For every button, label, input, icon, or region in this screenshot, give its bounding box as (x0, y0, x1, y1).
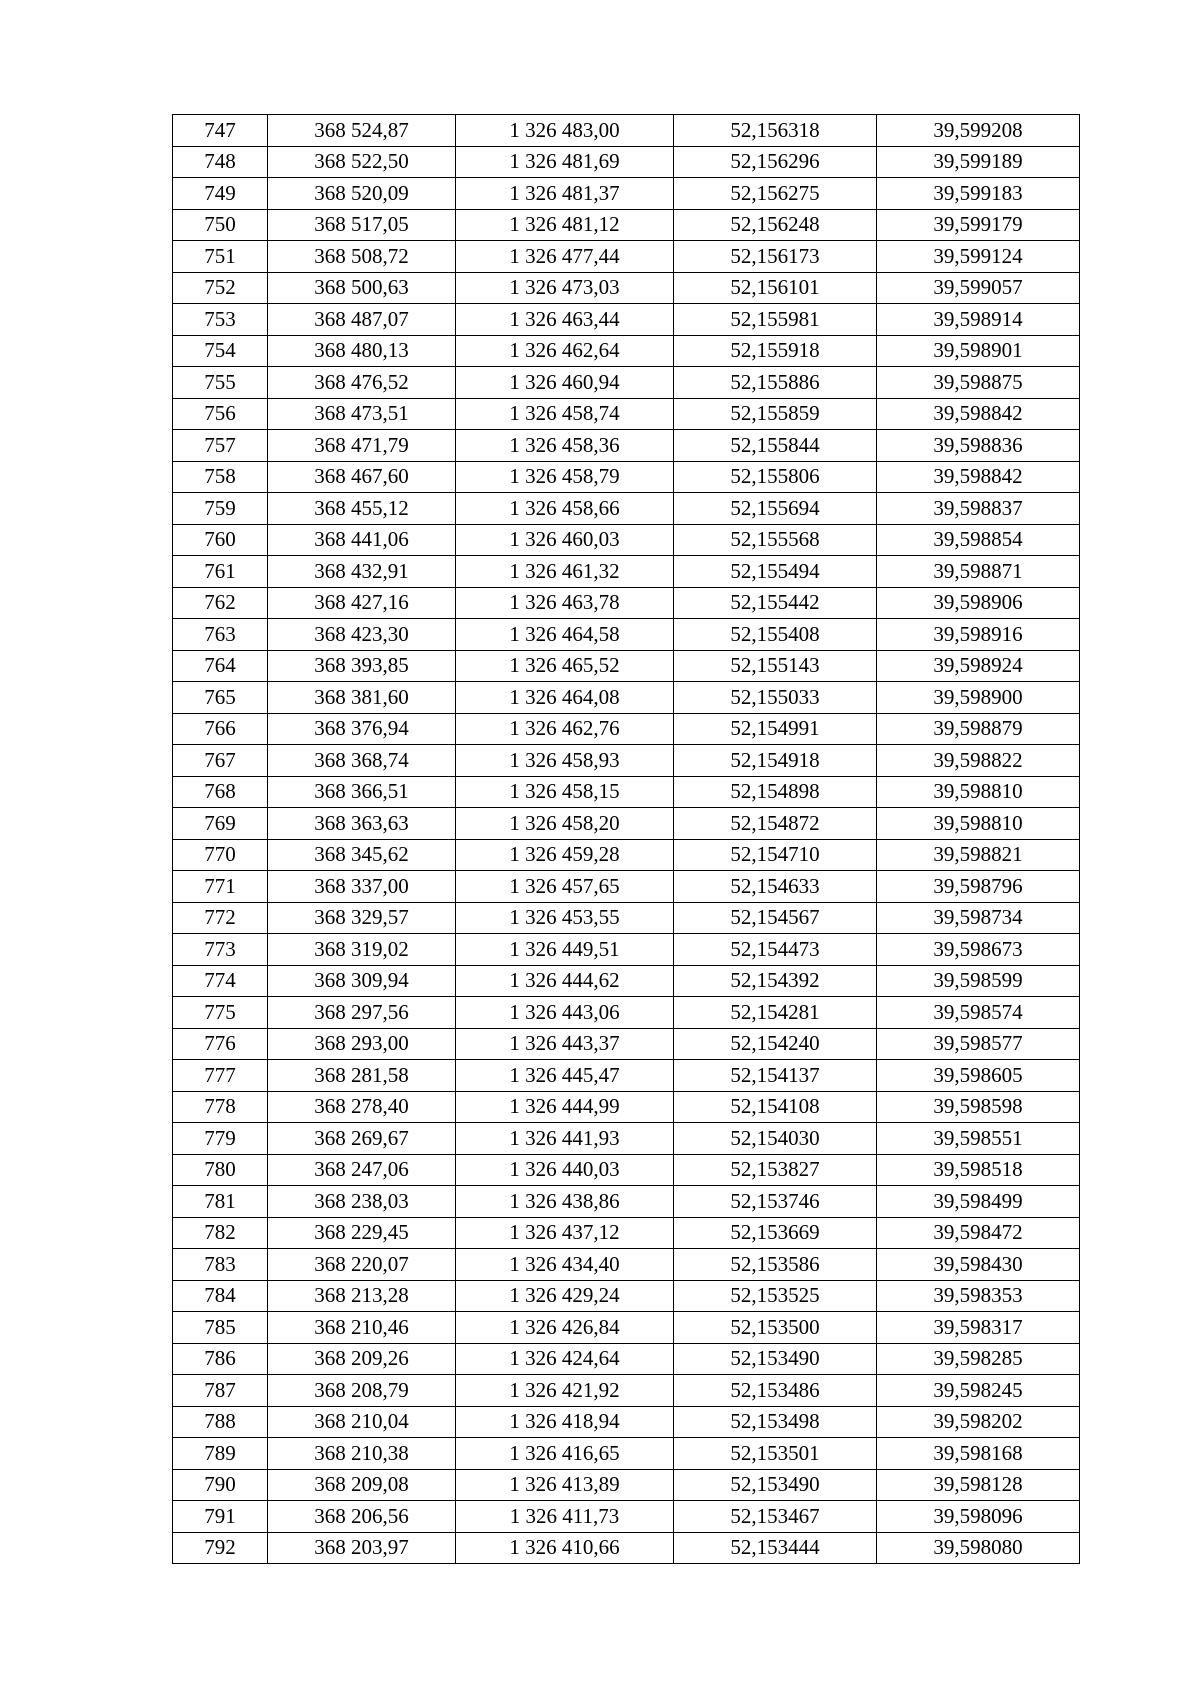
x-coordinate-cell: 368 210,04 (268, 1406, 456, 1438)
latitude-cell: 52,154918 (674, 745, 877, 777)
longitude-cell: 39,598317 (877, 1312, 1080, 1344)
latitude-cell: 52,153746 (674, 1186, 877, 1218)
latitude-cell: 52,154872 (674, 808, 877, 840)
longitude-cell: 39,598430 (877, 1249, 1080, 1281)
x-coordinate-cell: 368 209,08 (268, 1469, 456, 1501)
latitude-cell: 52,153498 (674, 1406, 877, 1438)
table-row (173, 1343, 1080, 1375)
longitude-cell: 39,598836 (877, 430, 1080, 462)
longitude-cell: 39,598285 (877, 1343, 1080, 1375)
point-number-cell: 778 (173, 1091, 268, 1123)
x-coordinate-cell: 368 208,79 (268, 1375, 456, 1407)
point-number-cell: 791 (173, 1501, 268, 1533)
y-coordinate-cell: 1 326 461,32 (456, 556, 674, 588)
x-coordinate-cell: 368 524,87 (268, 115, 456, 147)
table-row (173, 272, 1080, 304)
longitude-cell: 39,598842 (877, 461, 1080, 493)
latitude-cell: 52,155143 (674, 650, 877, 682)
table-row (173, 713, 1080, 745)
point-number-cell: 764 (173, 650, 268, 682)
longitude-cell: 39,598605 (877, 1060, 1080, 1092)
table-row (173, 1060, 1080, 1092)
longitude-cell: 39,599183 (877, 178, 1080, 210)
x-coordinate-cell: 368 520,09 (268, 178, 456, 210)
longitude-cell: 39,598924 (877, 650, 1080, 682)
table-row (173, 524, 1080, 556)
table-row (173, 461, 1080, 493)
latitude-cell: 52,153490 (674, 1469, 877, 1501)
longitude-cell: 39,598842 (877, 398, 1080, 430)
longitude-cell: 39,598574 (877, 997, 1080, 1029)
latitude-cell: 52,154710 (674, 839, 877, 871)
x-coordinate-cell: 368 247,06 (268, 1154, 456, 1186)
x-coordinate-cell: 368 220,07 (268, 1249, 456, 1281)
longitude-cell: 39,598353 (877, 1280, 1080, 1312)
latitude-cell: 52,154392 (674, 965, 877, 997)
x-coordinate-cell: 368 210,46 (268, 1312, 456, 1344)
longitude-cell: 39,598810 (877, 776, 1080, 808)
x-coordinate-cell: 368 238,03 (268, 1186, 456, 1218)
y-coordinate-cell: 1 326 464,08 (456, 682, 674, 714)
point-number-cell: 754 (173, 335, 268, 367)
latitude-cell: 52,156296 (674, 146, 877, 178)
table-row (173, 587, 1080, 619)
latitude-cell: 52,155442 (674, 587, 877, 619)
point-number-cell: 777 (173, 1060, 268, 1092)
x-coordinate-cell: 368 209,26 (268, 1343, 456, 1375)
point-number-cell: 772 (173, 902, 268, 934)
y-coordinate-cell: 1 326 458,36 (456, 430, 674, 462)
latitude-cell: 52,155568 (674, 524, 877, 556)
table-row (173, 493, 1080, 525)
table-row (173, 1469, 1080, 1501)
y-coordinate-cell: 1 326 473,03 (456, 272, 674, 304)
y-coordinate-cell: 1 326 465,52 (456, 650, 674, 682)
longitude-cell: 39,598168 (877, 1438, 1080, 1470)
table-row (173, 115, 1080, 147)
longitude-cell: 39,598875 (877, 367, 1080, 399)
point-number-cell: 792 (173, 1532, 268, 1564)
y-coordinate-cell: 1 326 426,84 (456, 1312, 674, 1344)
point-number-cell: 751 (173, 241, 268, 273)
longitude-cell: 39,598551 (877, 1123, 1080, 1155)
point-number-cell: 753 (173, 304, 268, 336)
point-number-cell: 766 (173, 713, 268, 745)
y-coordinate-cell: 1 326 453,55 (456, 902, 674, 934)
longitude-cell: 39,598900 (877, 682, 1080, 714)
table-row (173, 1217, 1080, 1249)
x-coordinate-cell: 368 368,74 (268, 745, 456, 777)
longitude-cell: 39,598080 (877, 1532, 1080, 1564)
point-number-cell: 752 (173, 272, 268, 304)
latitude-cell: 52,153467 (674, 1501, 877, 1533)
x-coordinate-cell: 368 281,58 (268, 1060, 456, 1092)
x-coordinate-cell: 368 309,94 (268, 965, 456, 997)
y-coordinate-cell: 1 326 437,12 (456, 1217, 674, 1249)
point-number-cell: 760 (173, 524, 268, 556)
x-coordinate-cell: 368 363,63 (268, 808, 456, 840)
y-coordinate-cell: 1 326 460,94 (456, 367, 674, 399)
latitude-cell: 52,154473 (674, 934, 877, 966)
longitude-cell: 39,598577 (877, 1028, 1080, 1060)
x-coordinate-cell: 368 297,56 (268, 997, 456, 1029)
table-row (173, 1280, 1080, 1312)
table-row (173, 745, 1080, 777)
table-row (173, 1375, 1080, 1407)
longitude-cell: 39,598901 (877, 335, 1080, 367)
coordinates-table-body (173, 115, 1080, 1564)
latitude-cell: 52,156248 (674, 209, 877, 241)
y-coordinate-cell: 1 326 421,92 (456, 1375, 674, 1407)
point-number-cell: 747 (173, 115, 268, 147)
latitude-cell: 52,153444 (674, 1532, 877, 1564)
point-number-cell: 756 (173, 398, 268, 430)
x-coordinate-cell: 368 278,40 (268, 1091, 456, 1123)
table-row (173, 619, 1080, 651)
longitude-cell: 39,598906 (877, 587, 1080, 619)
latitude-cell: 52,156275 (674, 178, 877, 210)
y-coordinate-cell: 1 326 460,03 (456, 524, 674, 556)
y-coordinate-cell: 1 326 411,73 (456, 1501, 674, 1533)
point-number-cell: 774 (173, 965, 268, 997)
table-row (173, 241, 1080, 273)
table-row (173, 556, 1080, 588)
longitude-cell: 39,598096 (877, 1501, 1080, 1533)
longitude-cell: 39,598734 (877, 902, 1080, 934)
table-row (173, 934, 1080, 966)
point-number-cell: 788 (173, 1406, 268, 1438)
y-coordinate-cell: 1 326 481,69 (456, 146, 674, 178)
y-coordinate-cell: 1 326 440,03 (456, 1154, 674, 1186)
x-coordinate-cell: 368 213,28 (268, 1280, 456, 1312)
y-coordinate-cell: 1 326 481,37 (456, 178, 674, 210)
x-coordinate-cell: 368 471,79 (268, 430, 456, 462)
latitude-cell: 52,153501 (674, 1438, 877, 1470)
latitude-cell: 52,155844 (674, 430, 877, 462)
point-number-cell: 748 (173, 146, 268, 178)
x-coordinate-cell: 368 441,06 (268, 524, 456, 556)
x-coordinate-cell: 368 210,38 (268, 1438, 456, 1470)
y-coordinate-cell: 1 326 458,79 (456, 461, 674, 493)
table-row (173, 997, 1080, 1029)
point-number-cell: 773 (173, 934, 268, 966)
x-coordinate-cell: 368 455,12 (268, 493, 456, 525)
table-row (173, 650, 1080, 682)
y-coordinate-cell: 1 326 413,89 (456, 1469, 674, 1501)
table-row (173, 1249, 1080, 1281)
table-row (173, 1438, 1080, 1470)
x-coordinate-cell: 368 500,63 (268, 272, 456, 304)
longitude-cell: 39,598518 (877, 1154, 1080, 1186)
latitude-cell: 52,156318 (674, 115, 877, 147)
y-coordinate-cell: 1 326 443,37 (456, 1028, 674, 1060)
y-coordinate-cell: 1 326 458,15 (456, 776, 674, 808)
x-coordinate-cell: 368 487,07 (268, 304, 456, 336)
latitude-cell: 52,153525 (674, 1280, 877, 1312)
x-coordinate-cell: 368 480,13 (268, 335, 456, 367)
table-row (173, 871, 1080, 903)
table-row (173, 902, 1080, 934)
x-coordinate-cell: 368 269,67 (268, 1123, 456, 1155)
table-row (173, 146, 1080, 178)
point-number-cell: 771 (173, 871, 268, 903)
point-number-cell: 789 (173, 1438, 268, 1470)
latitude-cell: 52,155033 (674, 682, 877, 714)
latitude-cell: 52,154281 (674, 997, 877, 1029)
table-row (173, 1123, 1080, 1155)
latitude-cell: 52,154898 (674, 776, 877, 808)
x-coordinate-cell: 368 467,60 (268, 461, 456, 493)
longitude-cell: 39,598854 (877, 524, 1080, 556)
x-coordinate-cell: 368 366,51 (268, 776, 456, 808)
latitude-cell: 52,154030 (674, 1123, 877, 1155)
longitude-cell: 39,598472 (877, 1217, 1080, 1249)
latitude-cell: 52,154137 (674, 1060, 877, 1092)
y-coordinate-cell: 1 326 462,76 (456, 713, 674, 745)
latitude-cell: 52,154108 (674, 1091, 877, 1123)
latitude-cell: 52,153586 (674, 1249, 877, 1281)
y-coordinate-cell: 1 326 459,28 (456, 839, 674, 871)
longitude-cell: 39,599179 (877, 209, 1080, 241)
latitude-cell: 52,154240 (674, 1028, 877, 1060)
table-row (173, 1501, 1080, 1533)
table-row (173, 1406, 1080, 1438)
y-coordinate-cell: 1 326 410,66 (456, 1532, 674, 1564)
x-coordinate-cell: 368 427,16 (268, 587, 456, 619)
x-coordinate-cell: 368 517,05 (268, 209, 456, 241)
point-number-cell: 769 (173, 808, 268, 840)
table-row (173, 209, 1080, 241)
longitude-cell: 39,598916 (877, 619, 1080, 651)
y-coordinate-cell: 1 326 463,44 (456, 304, 674, 336)
x-coordinate-cell: 368 476,52 (268, 367, 456, 399)
table-row (173, 682, 1080, 714)
table-row (173, 430, 1080, 462)
latitude-cell: 52,155918 (674, 335, 877, 367)
x-coordinate-cell: 368 337,00 (268, 871, 456, 903)
longitude-cell: 39,599189 (877, 146, 1080, 178)
longitude-cell: 39,598202 (877, 1406, 1080, 1438)
x-coordinate-cell: 368 319,02 (268, 934, 456, 966)
y-coordinate-cell: 1 326 464,58 (456, 619, 674, 651)
y-coordinate-cell: 1 326 477,44 (456, 241, 674, 273)
latitude-cell: 52,155806 (674, 461, 877, 493)
table-row (173, 178, 1080, 210)
table-row (173, 367, 1080, 399)
x-coordinate-cell: 368 345,62 (268, 839, 456, 871)
latitude-cell: 52,153486 (674, 1375, 877, 1407)
point-number-cell: 749 (173, 178, 268, 210)
y-coordinate-cell: 1 326 416,65 (456, 1438, 674, 1470)
x-coordinate-cell: 368 229,45 (268, 1217, 456, 1249)
y-coordinate-cell: 1 326 458,74 (456, 398, 674, 430)
y-coordinate-cell: 1 326 438,86 (456, 1186, 674, 1218)
x-coordinate-cell: 368 293,00 (268, 1028, 456, 1060)
longitude-cell: 39,598128 (877, 1469, 1080, 1501)
longitude-cell: 39,598914 (877, 304, 1080, 336)
longitude-cell: 39,598796 (877, 871, 1080, 903)
y-coordinate-cell: 1 326 483,00 (456, 115, 674, 147)
longitude-cell: 39,598810 (877, 808, 1080, 840)
y-coordinate-cell: 1 326 481,12 (456, 209, 674, 241)
point-number-cell: 765 (173, 682, 268, 714)
point-number-cell: 767 (173, 745, 268, 777)
latitude-cell: 52,155981 (674, 304, 877, 336)
table-row (173, 1532, 1080, 1564)
longitude-cell: 39,599124 (877, 241, 1080, 273)
longitude-cell: 39,598879 (877, 713, 1080, 745)
x-coordinate-cell: 368 203,97 (268, 1532, 456, 1564)
table-row (173, 1154, 1080, 1186)
point-number-cell: 759 (173, 493, 268, 525)
point-number-cell: 755 (173, 367, 268, 399)
x-coordinate-cell: 368 522,50 (268, 146, 456, 178)
x-coordinate-cell: 368 393,85 (268, 650, 456, 682)
table-row (173, 808, 1080, 840)
latitude-cell: 52,153490 (674, 1343, 877, 1375)
y-coordinate-cell: 1 326 424,64 (456, 1343, 674, 1375)
longitude-cell: 39,599208 (877, 115, 1080, 147)
x-coordinate-cell: 368 381,60 (268, 682, 456, 714)
table-row (173, 1028, 1080, 1060)
point-number-cell: 763 (173, 619, 268, 651)
latitude-cell: 52,154567 (674, 902, 877, 934)
latitude-cell: 52,155886 (674, 367, 877, 399)
point-number-cell: 790 (173, 1469, 268, 1501)
latitude-cell: 52,155694 (674, 493, 877, 525)
point-number-cell: 786 (173, 1343, 268, 1375)
longitude-cell: 39,598598 (877, 1091, 1080, 1123)
y-coordinate-cell: 1 326 457,65 (456, 871, 674, 903)
x-coordinate-cell: 368 432,91 (268, 556, 456, 588)
point-number-cell: 776 (173, 1028, 268, 1060)
table-row (173, 965, 1080, 997)
y-coordinate-cell: 1 326 445,47 (456, 1060, 674, 1092)
coordinates-table (172, 114, 1080, 1564)
y-coordinate-cell: 1 326 449,51 (456, 934, 674, 966)
y-coordinate-cell: 1 326 462,64 (456, 335, 674, 367)
point-number-cell: 784 (173, 1280, 268, 1312)
latitude-cell: 52,155859 (674, 398, 877, 430)
y-coordinate-cell: 1 326 429,24 (456, 1280, 674, 1312)
y-coordinate-cell: 1 326 458,66 (456, 493, 674, 525)
latitude-cell: 52,153669 (674, 1217, 877, 1249)
y-coordinate-cell: 1 326 434,40 (456, 1249, 674, 1281)
y-coordinate-cell: 1 326 458,20 (456, 808, 674, 840)
latitude-cell: 52,153500 (674, 1312, 877, 1344)
longitude-cell: 39,598837 (877, 493, 1080, 525)
longitude-cell: 39,598821 (877, 839, 1080, 871)
table-row (173, 1186, 1080, 1218)
x-coordinate-cell: 368 508,72 (268, 241, 456, 273)
point-number-cell: 750 (173, 209, 268, 241)
latitude-cell: 52,154633 (674, 871, 877, 903)
latitude-cell: 52,155408 (674, 619, 877, 651)
table-row (173, 776, 1080, 808)
point-number-cell: 770 (173, 839, 268, 871)
point-number-cell: 785 (173, 1312, 268, 1344)
longitude-cell: 39,598871 (877, 556, 1080, 588)
point-number-cell: 779 (173, 1123, 268, 1155)
latitude-cell: 52,156173 (674, 241, 877, 273)
table-row (173, 335, 1080, 367)
point-number-cell: 762 (173, 587, 268, 619)
longitude-cell: 39,598673 (877, 934, 1080, 966)
latitude-cell: 52,154991 (674, 713, 877, 745)
y-coordinate-cell: 1 326 458,93 (456, 745, 674, 777)
x-coordinate-cell: 368 423,30 (268, 619, 456, 651)
point-number-cell: 783 (173, 1249, 268, 1281)
point-number-cell: 757 (173, 430, 268, 462)
y-coordinate-cell: 1 326 443,06 (456, 997, 674, 1029)
y-coordinate-cell: 1 326 463,78 (456, 587, 674, 619)
point-number-cell: 775 (173, 997, 268, 1029)
y-coordinate-cell: 1 326 441,93 (456, 1123, 674, 1155)
x-coordinate-cell: 368 473,51 (268, 398, 456, 430)
point-number-cell: 758 (173, 461, 268, 493)
longitude-cell: 39,599057 (877, 272, 1080, 304)
latitude-cell: 52,156101 (674, 272, 877, 304)
x-coordinate-cell: 368 329,57 (268, 902, 456, 934)
table-row (173, 304, 1080, 336)
y-coordinate-cell: 1 326 444,62 (456, 965, 674, 997)
point-number-cell: 787 (173, 1375, 268, 1407)
point-number-cell: 768 (173, 776, 268, 808)
x-coordinate-cell: 368 376,94 (268, 713, 456, 745)
table-row (173, 1312, 1080, 1344)
point-number-cell: 780 (173, 1154, 268, 1186)
latitude-cell: 52,153827 (674, 1154, 877, 1186)
table-row (173, 1091, 1080, 1123)
point-number-cell: 781 (173, 1186, 268, 1218)
table-row (173, 839, 1080, 871)
latitude-cell: 52,155494 (674, 556, 877, 588)
point-number-cell: 761 (173, 556, 268, 588)
longitude-cell: 39,598599 (877, 965, 1080, 997)
point-number-cell: 782 (173, 1217, 268, 1249)
y-coordinate-cell: 1 326 418,94 (456, 1406, 674, 1438)
y-coordinate-cell: 1 326 444,99 (456, 1091, 674, 1123)
longitude-cell: 39,598822 (877, 745, 1080, 777)
longitude-cell: 39,598499 (877, 1186, 1080, 1218)
table-row (173, 398, 1080, 430)
x-coordinate-cell: 368 206,56 (268, 1501, 456, 1533)
longitude-cell: 39,598245 (877, 1375, 1080, 1407)
